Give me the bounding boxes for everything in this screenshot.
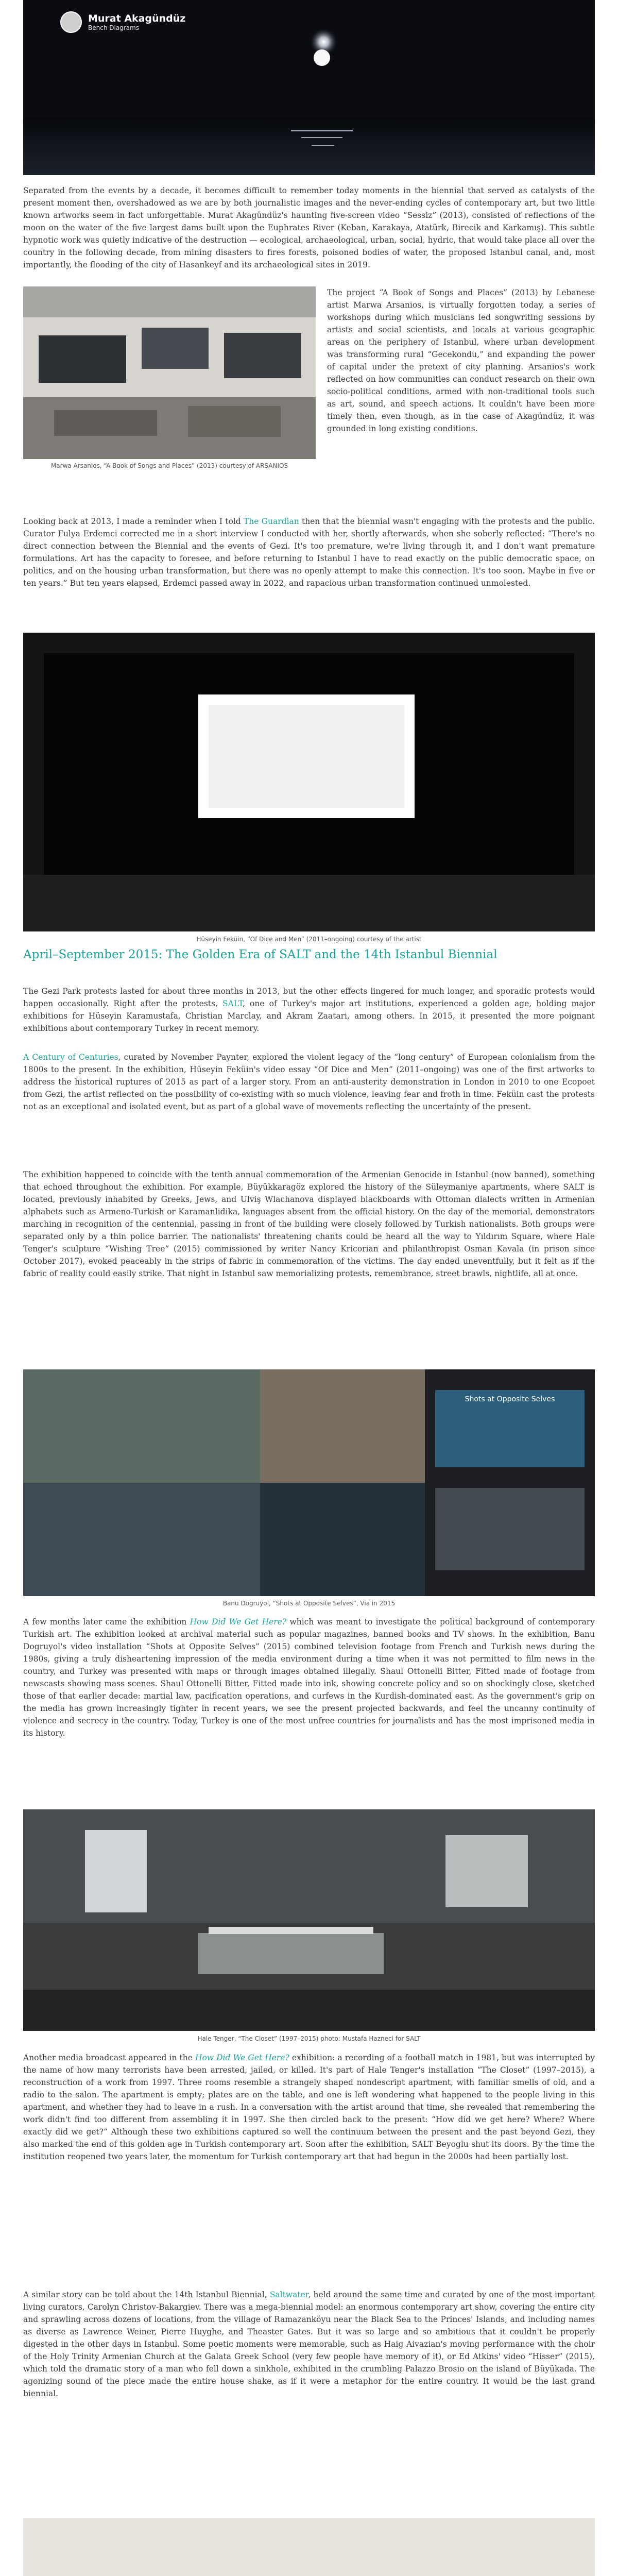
hero-image <box>23 0 595 175</box>
article-body-3 <box>23 515 595 589</box>
image-caption: Banu Dogruyol, “Shots at Opposite Selves”, Via in 2015 <box>222 1600 396 1607</box>
paragraph-text: , curated by November Paynter, explored the violent legacy of the “long century” of European colonialism from the 1800s to the present. In the exhibition, Hüseyin Feküin's video essay “Of Dice and Men” (2011–ongoing) was one of the first artworks to address the historical ruptures of 2015 as part of a larger story. From an anti-austerity demonstration in London in 2010 to one Ecopoet from Gezi, the artist reflected on the possibility of co-existing with so much violence, leaving fear and froth in time. Feküin cast the protests not as an exceptional and isolated event, but as part of a global wave of movements reflecting the uncertainty of the present. <box>23 1053 595 1111</box>
closet-image <box>23 1809 595 2031</box>
paragraph-text: , held around the same time and curated by one of the most important living curators, Carolyn Christov-Bakargiev. There was a mega-biennial model: an enormous contemporary art show, covering the entire city and sprawling across dozens of locations, from the village of Ramazanköyu near the Black Sea to the Princes' Islands, and including names as diverse as Lawrence Weiner, Pierre Huyghe, and Theaster Gates. But it was so large and so ambitious that it couldn't be properly digested in the other days in Istanbul. Some poetic moments were memorable, such as Haig Aivazian's moving performance with the choir of the Holy Trinity Armenian Church at the Galata Greek School (very few people have memory of it), or Ed Atkins' video “Hisser” (2015), which told the dramatic story of a man who fell down a sinkhole, exhibited in the crumbling Palazzo Brosio on the island of Büyükada. The agonizing sound of the piece made the entire house shake, as if it were a metaphor for the entire country. It would be the last grand biennial. <box>23 2290 595 2398</box>
author-avatar[interactable] <box>60 11 82 33</box>
fekuin-image <box>23 633 595 931</box>
section-heading: April–September 2015: The Golden Era of SALT and the 14th Istanbul Biennial <box>23 948 497 961</box>
exhibition-link[interactable]: How Did We Get Here? <box>195 2053 289 2062</box>
paragraph-text: then that the biennial wasn't engaging with the protests and the public. Curator Fulya Erdemci corrected me in a short interview I conducted with her, shortly afterwards, when she soberly reflected: “There's no direct connection between the Biennial and the events of Gezi. It's too premature, we're living through it, and I don't want premature formulations. Art has the capacity to foresee, and before returning to Istanbul I have to read exactly on the public democratic space, on politics, and on the housing urban transformation, but there was no openly attempt to make this connection. It's too soon. Maybe in five or ten years.” But ten years elapsed, Erdemci passed away in 2022, and rapacious urban transformation continued unmolested. <box>23 517 595 588</box>
paragraph: The project “A Book of Songs and Places” (2013) by Lebanese artist Marwa Arsanios, is virtually forgotten today, a series of workshops during which musicians led songwriting sessions by artists and social scientists, and locals at various geographic areas on the periphery of Istanbul, where urban development was transforming rural “Gecekondu,” and expanding the power of capital under the pretext of city planning. Arsanios's work reflected on how communities can conduct research on their own socio-political conditions, armed with non-traditional tools such as art, sound, and speech actions. It couldn't have been more timely then, even though, as in the case of Akagündüz, it was grounded in long existing conditions. <box>327 288 595 433</box>
article-body-7 <box>23 1616 595 1739</box>
author-subtitle: Bench Diagrams <box>88 24 140 31</box>
guardian-link[interactable]: The Guardian <box>243 517 299 526</box>
paragraph-text: Looking back at 2013, I made a reminder when I told <box>23 517 244 526</box>
author-name[interactable]: Murat Akagündüz <box>88 13 186 24</box>
collage-photo <box>23 1369 595 1596</box>
collage-image <box>23 1369 595 1596</box>
saltwater-link[interactable]: Saltwater <box>269 2290 308 2299</box>
article-body-4 <box>23 985 595 1035</box>
paragraph-text: exhibition: a recording of a football match in 1981, but was interrupted by the name of how many terrorists have been arrested, jailed, or killed. It's part of Hale Tenger's installation “The Closet” (1997–2015), a reconstruction of a work from 1997. Three rooms resemble a strangely shaped nondescript apartment, with familiar smells of old, and a radio to the salon. The apartment is empty; plates are on the table, and one is left wondering what happened to the people living in this apartment, and whether they had to leave in a rush. In a conversation with the artist around that time, she revealed that remembering the work didn't find too different from assembling it in 1997. She then circled back to the present: “How did we get here? Where? Where exactly did we get?” Although these two exhibitions captured so well the continuum between the present and the past beyond Gezi, they also marked the end of this golden age in Turkish contemporary art. Soon after the exhibition, SALT Beyoglu shut its doors. By the time the institution reopened two years later, the momentum for Turkish contemporary art that had begun in the 2000s had been partially lost. <box>23 2053 595 2161</box>
paragraph-text: Another media broadcast appeared in the <box>23 2053 195 2062</box>
century-link[interactable]: A Century of Centuries <box>23 1053 118 1062</box>
paragraph <box>23 2289 595 2400</box>
paragraph-text: The Gezi Park protests lasted for about three months in 2013, but the other effects lingered for much longer, and sporadic protests would happen occasionally. Right after the protests, <box>23 987 595 1008</box>
article-body-5 <box>23 1051 595 1113</box>
article-body-8 <box>23 2052 595 2163</box>
paragraph-text: A similar story can be told about the 14th Istanbul Biennial, <box>23 2290 270 2299</box>
paragraph <box>23 515 595 589</box>
installation-photo <box>23 286 316 459</box>
paragraph <box>23 985 595 1035</box>
arsanios-figure <box>23 286 316 472</box>
gallery-photo <box>23 633 595 931</box>
room-photo <box>23 1809 595 2031</box>
friedlaender-image <box>23 2518 595 2576</box>
image-caption: Marwa Arsanios, “A Book of Songs and Places” (2013) courtesy of ARSANIOS <box>50 462 288 469</box>
article-body-6 <box>23 1168 595 1280</box>
exhibition-link[interactable]: How Did We Get Here? <box>190 1617 287 1626</box>
image-caption: Hüseyin Feküin, “Of Dice and Men” (2011–ongoing) courtesy of the artist <box>196 936 422 943</box>
image-caption: Hale Tenger, “The Closet” (1997–2015) photo: Mustafa Hazneci for SALT <box>197 2035 421 2042</box>
video-title-overlay: Shots at Opposite Selves <box>465 1395 555 1403</box>
shelf-photo <box>23 2518 595 2576</box>
paragraph <box>23 1051 595 1113</box>
salt-link[interactable]: SALT <box>222 999 243 1008</box>
paragraph-text: A few months later came the exhibition <box>23 1617 190 1626</box>
paragraph <box>23 2052 595 2163</box>
paragraph <box>23 1616 595 1739</box>
article-body-9 <box>23 2289 595 2400</box>
author-bar <box>60 11 185 33</box>
paragraph: Separated from the events by a decade, it becomes difficult to remember today moments in the biennial that served as catalysts of the present moment then, overshadowed as we are by both journalistic images and the never-ending cycles of contemporary art, but two little known artworks seem in fact unforgettable. Murat Akagündüz's haunting five-screen video “Sessiz” (2013), consisted of reflections of the moon on the water of the five largest dams built upon the Euphrates River (Keban, Karakaya, Atatürk, Birecik and Karkamış). This subtle hypnotic work was quietly indicative of the destruction — ecological, archaeological, urban, social, hydric, that would take place all over the country in the following decade, from mining disasters to fires forests, poisoned bodies of water, the proposed Istanbul canal, and, most importantly, the flooding of the city of Hasankeyf and its archaeological sites in 2019. <box>23 186 595 269</box>
paragraph: The exhibition happened to coincide with the tenth annual commemoration of the Armenian Genocide in Istanbul (now banned), something that echoed throughout the exhibition. For example, Büyükkaragöz explored the history of the Süleymaniye apartments, where SALT is located, previously inhabited by Greeks, Jews, and Ulviş Wlachanova displayed blackboards with Ottoman dialects written in Armenian alphabets such as Armeno-Turkish or Karamanlidika, languages absent from the official history. On the day of the memorial, demonstrators marching in recognition of the centennial, passing in front of the building were closely followed by Turkish nationalists. Both groups were separated only by a thin police barrier. The nationalists' threatening chants could be heard all the way to Yıldırım Square, where Hale Tenger's sculpture “Wishing Tree” (2015) commissioned by writer Nancy Kricorian and philanthropist Osman Kavala (in prison since October 2017), evoked peaceably in the strips of fabric in commemoration of the victims. The day ended uneventfully, but it felt as if the fabric of reality could easily strike. That night in Istanbul saw memorializing protests, remembrance, street brawls, nightlife, all at once. <box>23 1170 595 1278</box>
paragraph-text: which was meant to investigate the political background of contemporary Turkish art. The exhibition looked at archival material such as popular magazines, banned books and TV shows. In the exhibition, Banu Dogruyol's video installation “Shots at Opposite Selves” (2015) combined television footage from French and Turkish news during the 1980s, giving a truly disheartening impression of the media environment during a time when it was not permitted to film news in the country, and Turkey was presented with maps or through images obtained illegally. Shaul Ottonelli Bitter, Fitted made of footage from newscasts showing mass scenes. Shaul Ottonelli Bitter, Fitted made into ink, showing concrete policy and so on shockingly close, sketched those of that earlier decade: martial law, pacification operations, and curfews in the Kurdish-dominated east. As the government's grip on the media has grown increasingly tighter in recent years, we see the present projected backwards, and feel the uncanny continuity of violence and secrecy in the country. Today, Turkey is one of the most unfree countries for journalists and has the most imprisoned media in its history. <box>23 1617 595 1738</box>
article-body-1 <box>23 184 595 271</box>
article-body-2 <box>23 286 595 477</box>
paragraph-text: , one of Turkey's major art institutions, experienced a golden age, holding major exhibitions for Hüseyin Karamustafa, Christian Marclay, and Akram Zaatari, among others. In 2015, it presented the more poignant exhibitions about contemporary Turkey in recent memory. <box>23 999 595 1033</box>
